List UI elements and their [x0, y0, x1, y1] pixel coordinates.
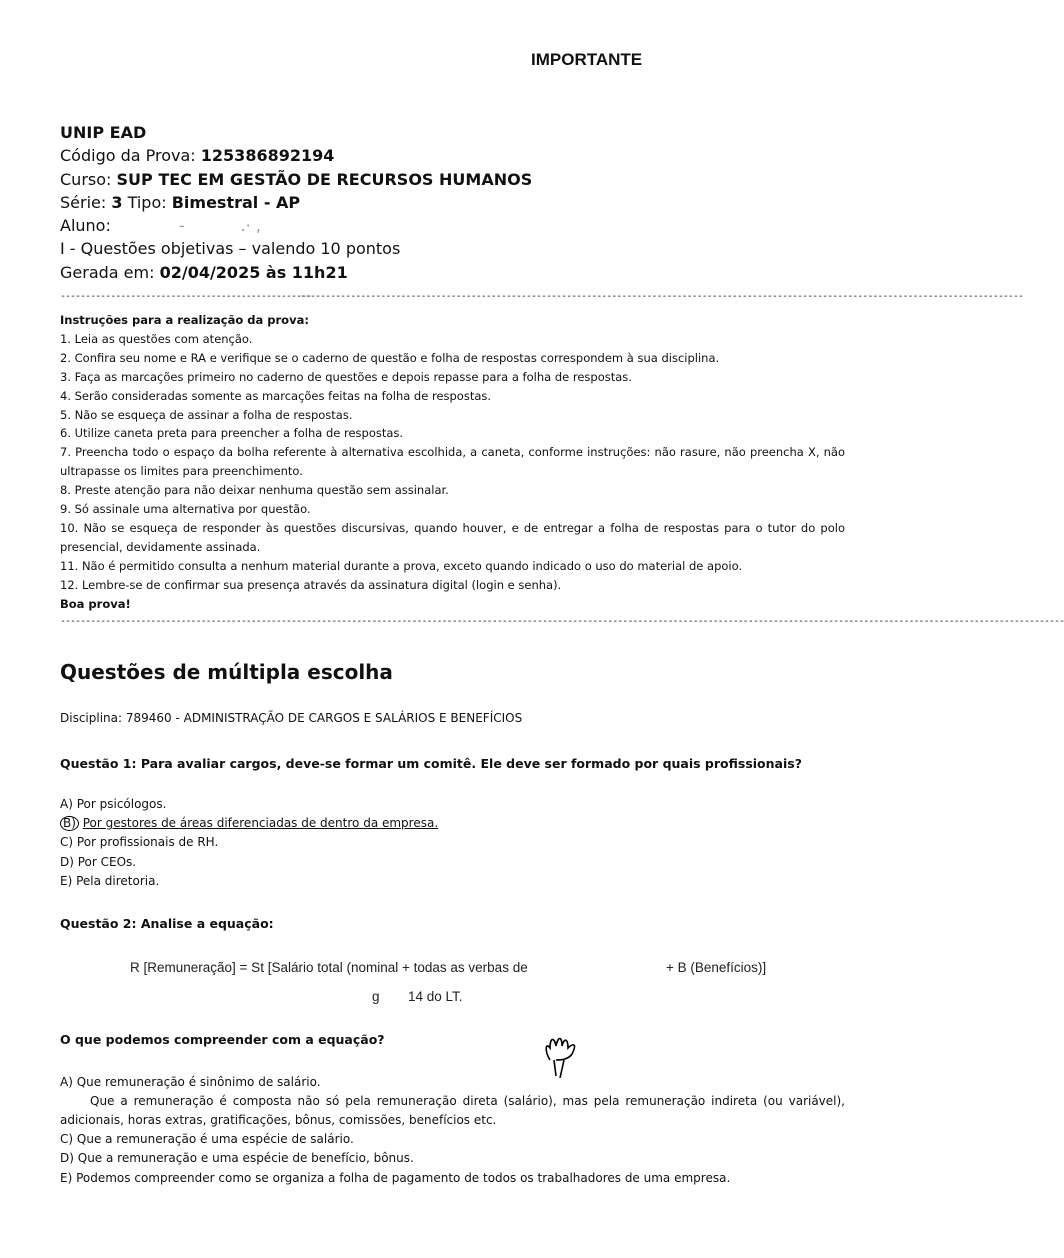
option-text: Por profissionais de RH.	[76, 835, 219, 850]
label: Tipo:	[122, 192, 172, 212]
option-d	[60, 1149, 845, 1168]
instruction-item: 4. Serão consideradas somente as marcações feitas na folha de respostas.	[60, 388, 492, 403]
option-a	[60, 1073, 845, 1092]
institution-name: UNIP EAD	[60, 123, 147, 142]
option-c	[60, 1130, 845, 1149]
discipline: Disciplina: 789460 - ADMINISTRAÇÃO DE CARGOS E SALÁRIOS E BENEFÍCIOS	[60, 711, 523, 725]
circled-option-letter: B)	[60, 816, 79, 831]
closing: Boa prova!	[60, 596, 131, 611]
label: Gerada em:	[60, 262, 160, 282]
option-d	[60, 853, 438, 872]
instruction-item: 10. Não se esqueça de responder às questões discursivas, quando houver, e de entregar a folha de respostas para o tutor do polo presencial, devidamente assinada.	[60, 520, 845, 554]
option-text: Podemos compreender como se organiza a folha de pagamento de todos os trabalhadores de uma empresa.	[76, 1170, 731, 1185]
option-letter: D)	[60, 854, 74, 869]
divider: --------------------------------------------------	[60, 291, 312, 302]
option-letter: A)	[60, 797, 73, 811]
question-2-options	[60, 1073, 845, 1188]
option-text: Que a remuneração é composta não só pela remuneração direta (salário), mas pela remuneração indireta (ou variável), adicionais, horas extras, gratificações, bônus, comissões, benefícios etc.	[60, 1094, 845, 1128]
option-b	[60, 1092, 845, 1130]
label: Série:	[60, 192, 112, 212]
value: 3	[111, 192, 123, 212]
option-text: Por CEOs.	[77, 854, 137, 869]
option-letter: A)	[60, 1075, 73, 1089]
question-2-title: Questão 2: Analise a equação:	[60, 916, 274, 931]
question-2-prompt: O que podemos compreender com a equação?	[60, 1032, 385, 1047]
value: Bimestral - AP	[171, 192, 301, 212]
exam-code	[60, 144, 532, 167]
option-letter: C)	[60, 835, 74, 850]
option-letter: E)	[60, 1170, 73, 1185]
instruction-item: 2. Confira seu nome e RA e verifique se o caderno de questão e folha de respostas correspondem à sua disciplina.	[60, 350, 720, 365]
section-title: Questões de múltipla escolha	[60, 660, 393, 684]
instructions	[60, 311, 845, 614]
instruction-item: 3. Faça as marcações primeiro no caderno de questões e depois repasse para a folha de respostas.	[60, 369, 632, 384]
option-a	[60, 795, 438, 814]
equation-line-2a: g	[372, 989, 380, 1004]
instruction-item: 1. Leia as questões com atenção.	[60, 331, 253, 346]
question-1-options	[60, 795, 438, 891]
value: 02/04/2025 às 11h21	[159, 262, 348, 282]
equation-line-1b: + B (Benefícios)]	[666, 960, 767, 975]
option-letter: D)	[60, 1151, 74, 1166]
label: Código da Prova:	[60, 146, 201, 166]
instructions-title: Instruções para a realização da prova:	[60, 313, 309, 327]
institution	[60, 121, 532, 144]
option-text: Que remuneração é sinônimo de salário.	[76, 1075, 321, 1089]
instruction-item: 12. Lembre-se de confirmar sua presença através da assinatura digital (login e senha).	[60, 577, 562, 592]
course	[60, 168, 532, 191]
instruction-item: 8. Preste atenção para não deixar nenhuma questão sem assinalar.	[60, 483, 449, 498]
option-e	[60, 872, 438, 891]
divider: --------------------------------------------------------------------------------------------------------------------------------------------------------------------------------------------------------	[60, 616, 1064, 627]
option-text: Que a remuneração e uma espécie de benefício, bônus.	[77, 1151, 414, 1166]
option-e	[60, 1169, 845, 1188]
label: Aluno:	[60, 216, 111, 236]
series-type	[60, 191, 532, 214]
value: 125386892194	[200, 146, 335, 166]
divider: ------------------------------------------------------------------------------------------------------------------------------------------------	[300, 291, 1023, 302]
value: SUP TEC EM GESTÃO DE RECURSOS HUMANOS	[116, 169, 533, 189]
option-text: Por psicólogos.	[76, 797, 167, 811]
instruction-item: 11. Não é permitido consulta a nenhum material durante a prova, exceto quando indicado o uso do material de apoio.	[60, 558, 743, 573]
option-letter: C)	[60, 1132, 74, 1147]
instruction-item: 6. Utilize caneta preta para preencher a folha de respostas.	[60, 426, 404, 441]
equation-line-2b: 14 do LT.	[408, 989, 463, 1004]
label: Curso:	[60, 169, 117, 189]
instruction-item: 5. Não se esqueça de assinar a folha de respostas.	[60, 407, 353, 422]
option-b-marked	[60, 814, 438, 833]
question-1-title: Questão 1: Para avaliar cargos, deve-se formar um comitê. Ele deve ser formado por quais profissionais?	[60, 756, 802, 771]
section-info: I - Questões objetivas – valendo 10 pontos	[60, 239, 401, 259]
option-c	[60, 833, 438, 852]
option-text: Pela diretoria.	[76, 873, 160, 888]
instruction-item: 7. Preencha todo o espaço da bolha referente à alternativa escolhida, a caneta, conforme instruções: não rasure, não preencha X, não ultrapasse os limites para preenchimento.	[60, 445, 845, 479]
generated-at	[60, 261, 532, 284]
option-text: Por gestores de áreas diferenciadas de dentro da empresa.	[82, 816, 439, 831]
exam-header	[60, 121, 532, 284]
instruction-item: 9. Só assinale uma alternativa por questão.	[60, 502, 311, 517]
option-text: Que a remuneração é uma espécie de salário.	[76, 1132, 354, 1147]
option-letter: E)	[60, 873, 73, 888]
equation-line-1: R [Remuneração] = St [Salário total (nominal + todas as verbas de	[130, 960, 528, 975]
student: Aluno: - .· ,	[60, 216, 261, 236]
important-title: IMPORTANTE	[531, 50, 643, 69]
